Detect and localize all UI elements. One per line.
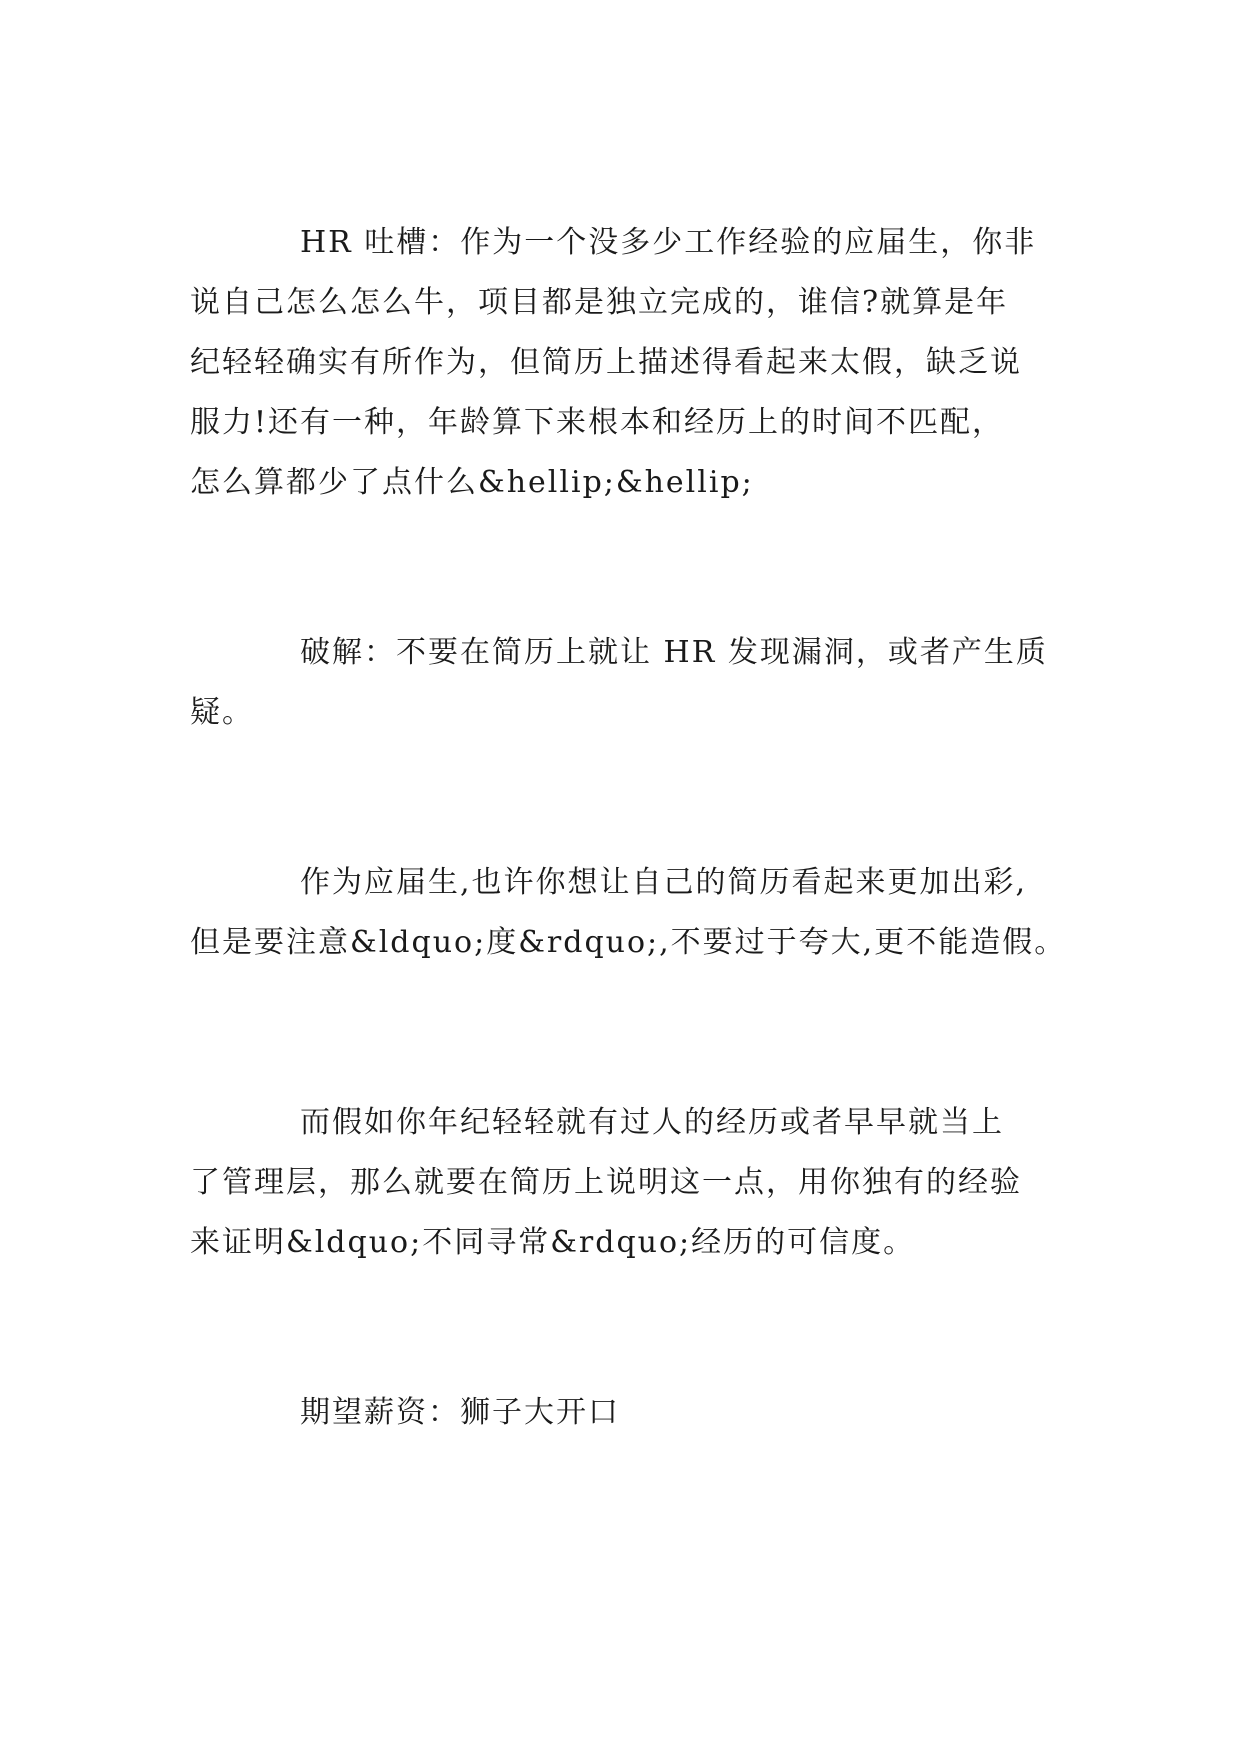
text-line: 纪轻轻确实有所作为，但简历上描述得看起来太假，缺乏说 [190,345,1022,380]
text-line: 破解：不要在简历上就让 HR 发现漏洞，或者产生质 [300,635,1048,670]
text-line: 来证明&ldquo;不同寻常&rdquo;经历的可信度。 [190,1225,916,1260]
section-heading-expected-salary [190,1383,1050,1443]
text-line: 服力!还有一种，年龄算下来根本和经历上的时间不匹配， [190,405,1005,440]
text-line: 了管理层，那么就要在简历上说明这一点，用你独有的经验 [190,1165,1022,1200]
text-line: 怎么算都少了点什么&hellip;&hellip; [190,465,754,500]
text-line: 而假如你年纪轻轻就有过人的经历或者早早就当上 [300,1105,1004,1140]
text-line: 但是要注意&ldquo;度&rdquo;,不要过于夸大,更不能造假。 [190,925,1067,960]
paragraph-hr-complaint [190,213,1050,513]
text-line: HR 吐槽：作为一个没多少工作经验的应届生，你非 [300,225,1037,260]
text-line: 期望薪资：狮子大开口 [300,1395,620,1430]
text-line: 作为应届生,也许你想让自己的简历看起来更加出彩, [300,865,1028,900]
paragraph-graduate-advice [190,853,1067,973]
paragraph-experience-proof [190,1093,1050,1273]
text-line: 说自己怎么怎么牛，项目都是独立完成的，谁信?就算是年 [190,285,1009,320]
text-line: 疑。 [190,695,254,730]
paragraph-solution [190,623,1050,743]
